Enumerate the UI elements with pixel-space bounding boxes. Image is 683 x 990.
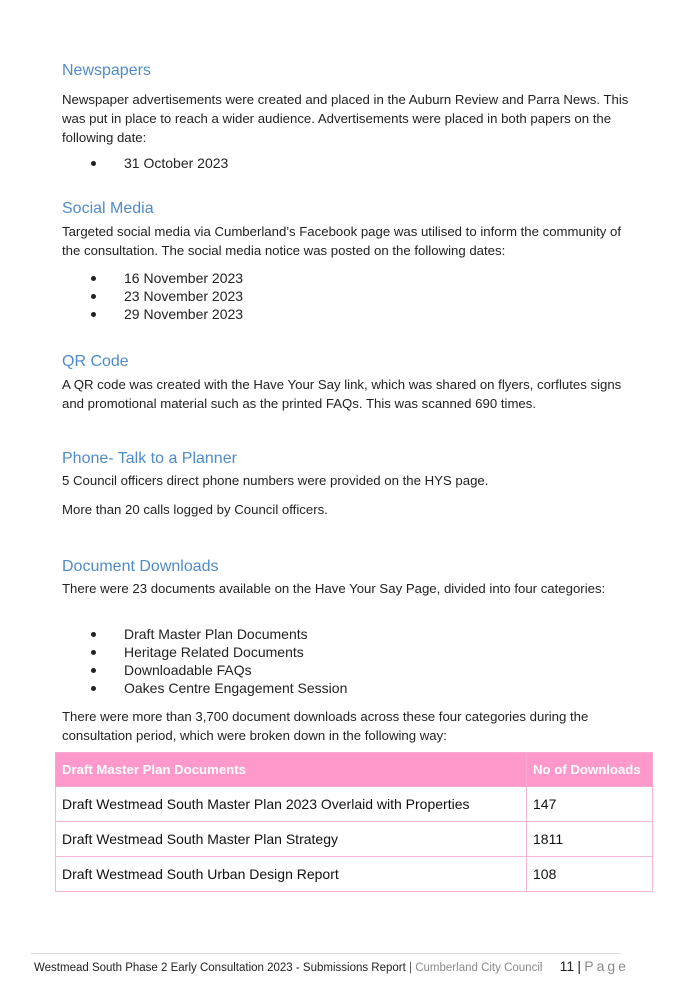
cell-document-name: Draft Westmead South Master Plan 2023 Overlaid with Properties xyxy=(56,787,527,822)
page-footer xyxy=(34,958,629,976)
list-item: Oakes Centre Engagement Session xyxy=(62,679,347,697)
heading-newspapers: Newspapers xyxy=(62,62,151,79)
newspapers-date-list xyxy=(62,154,228,172)
newspapers-paragraph: Newspaper advertisements were created and placed in the Auburn Review and Parra News. This was put in place to reach a wider audience. Advertisements were placed in both papers on the following date: xyxy=(62,92,629,145)
bullet-icon xyxy=(91,668,96,673)
list-item: 31 October 2023 xyxy=(62,154,228,172)
footer-separator: | xyxy=(409,962,413,974)
social-media-paragraph: Targeted social media via Cumberland’s Facebook page was utilised to inform the community of the consultation. The social media notice was posted on the following dates: xyxy=(62,224,622,258)
list-item: 16 November 2023 xyxy=(62,269,243,287)
heading-document-downloads: Document Downloads xyxy=(62,558,219,575)
heading-social-media: Social Media xyxy=(62,200,154,217)
social-media-date-list xyxy=(62,269,243,323)
qr-code-paragraph: A QR code was created with the Have Your Say link, which was shared on flyers, corflutes signs and promotional material such as the printed FAQs. This was scanned 690 times. xyxy=(62,377,622,411)
heading-phone-talk-to-planner: Phone- Talk to a Planner xyxy=(62,450,237,467)
bullet-icon xyxy=(91,686,96,691)
cell-document-name: Draft Westmead South Master Plan Strategy xyxy=(56,822,527,857)
cell-download-count: 147 xyxy=(527,787,653,822)
downloads-table xyxy=(55,752,653,892)
list-item: Draft Master Plan Documents xyxy=(62,625,347,643)
cell-document-name: Draft Westmead South Urban Design Report xyxy=(56,857,527,892)
heading-qr-code: QR Code xyxy=(62,353,129,370)
bullet-icon xyxy=(91,632,96,637)
downloads-paragraph: There were 23 documents available on the Have Your Say Page, divided into four categories: xyxy=(62,581,606,596)
table-row xyxy=(56,822,653,857)
downloads-category-list xyxy=(62,625,347,697)
list-item: 29 November 2023 xyxy=(62,305,243,323)
table-row xyxy=(56,857,653,892)
footer-council-name: Cumberland City Council xyxy=(415,962,543,974)
column-header-document: Draft Master Plan Documents xyxy=(56,753,527,787)
bullet-icon xyxy=(91,312,96,317)
list-item: 23 November 2023 xyxy=(62,287,243,305)
bullet-icon xyxy=(91,276,96,281)
list-item: Downloadable FAQs xyxy=(62,661,347,679)
bullet-icon xyxy=(91,161,96,166)
cell-download-count: 108 xyxy=(527,857,653,892)
table-row xyxy=(56,787,653,822)
table-header-row xyxy=(56,753,653,787)
bullet-icon xyxy=(91,294,96,299)
footer-page-separator: | xyxy=(577,958,582,974)
footer-divider xyxy=(31,953,621,954)
footer-page-number: 11 xyxy=(559,958,575,974)
phone-paragraph-1: 5 Council officers direct phone numbers were provided on the HYS page. xyxy=(62,473,489,488)
column-header-downloads: No of Downloads xyxy=(527,753,653,787)
footer-report-title: Westmead South Phase 2 Early Consultation 2023 - Submissions Report xyxy=(34,962,406,974)
phone-paragraph-2: More than 20 calls logged by Council officers. xyxy=(62,502,328,517)
downloads-summary-paragraph: There were more than 3,700 document downloads across these four categories during the consultation period, which were broken down in the following way: xyxy=(62,709,589,743)
bullet-icon xyxy=(91,650,96,655)
footer-page-word: Page xyxy=(584,958,629,974)
list-item: Heritage Related Documents xyxy=(62,643,347,661)
cell-download-count: 1811 xyxy=(527,822,653,857)
